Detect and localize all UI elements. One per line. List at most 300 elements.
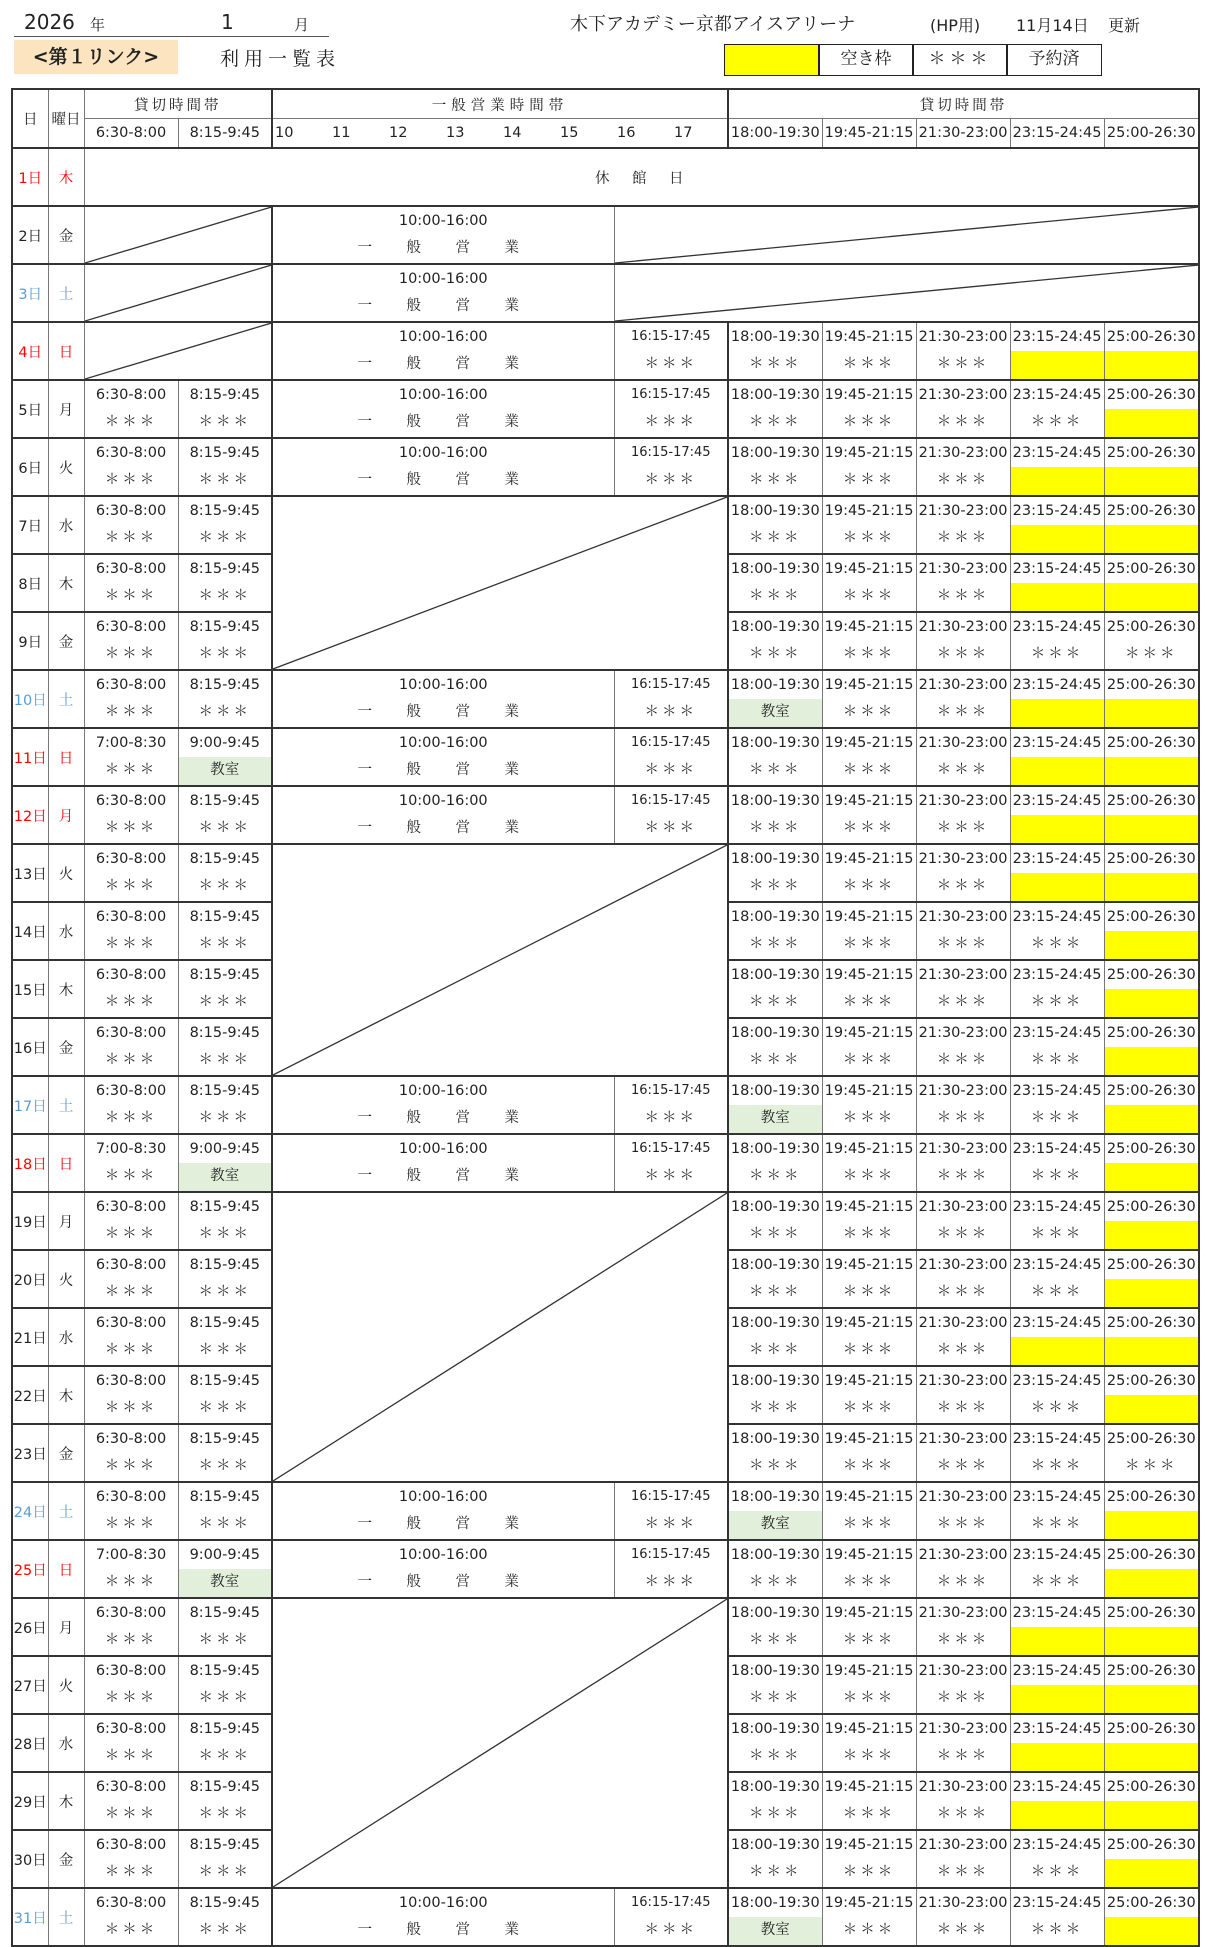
slot-time: 19:45-21:15: [824, 445, 914, 461]
dow-cell: 日: [48, 728, 84, 786]
slot-time: 18:00-19:30: [730, 329, 820, 345]
slot-mark: ＊＊＊: [842, 994, 896, 1010]
slot-mark: ＊＊＊: [104, 1458, 158, 1474]
evening-slot: [1010, 1598, 1104, 1656]
evening-slot: [822, 1366, 916, 1424]
slot-time: 6:30-8:00: [95, 1025, 167, 1041]
evening-slot: [1010, 844, 1104, 902]
morning-unavailable: [84, 264, 272, 322]
day-cell: 1日: [12, 148, 48, 206]
open-slot: [1011, 873, 1104, 901]
slot-mark: ＊＊＊: [749, 936, 802, 952]
slot-time: 19:45-21:15: [824, 1489, 914, 1505]
table-row: [12, 438, 1199, 496]
slot-time: 8:15-9:45: [189, 387, 260, 403]
evening-slot: [916, 438, 1010, 496]
slot-mark: ＊＊＊: [644, 704, 698, 720]
day-cell: 23日: [12, 1424, 48, 1482]
evening-slot: [1010, 1714, 1104, 1772]
slot-time: 23:15-24:45: [1012, 1315, 1102, 1331]
slot-mark: ＊＊＊: [936, 1574, 990, 1590]
header-day: 日: [12, 89, 48, 148]
slot-time: 16:15-17:45: [630, 1083, 711, 1098]
evening-slot: [916, 1366, 1010, 1424]
general-time: 10:00-16:00: [398, 677, 488, 693]
header-dow: 曜日: [48, 89, 84, 148]
slot-time: 18:00-19:30: [730, 1663, 820, 1679]
slot-mark: ＊＊＊: [644, 1168, 698, 1184]
evening-extra-slot: [614, 438, 728, 496]
slot-mark: ＊＊＊: [1030, 646, 1084, 662]
slot-mark: ＊＊＊: [936, 1458, 990, 1474]
morning-slot: [84, 1424, 178, 1482]
slot-time: 6:30-8:00: [95, 1199, 167, 1215]
morning-slot: [84, 1598, 178, 1656]
slot-mark: ＊＊＊: [1030, 936, 1084, 952]
slot-mark: ＊＊＊: [104, 1748, 158, 1764]
slot-time: 25:00-26:30: [1106, 851, 1196, 867]
slot-time: 8:15-9:45: [189, 503, 260, 519]
evening-slot: [1104, 844, 1199, 902]
general-session: [272, 670, 614, 728]
hour-tick: 17: [674, 125, 693, 141]
morning-slot: [178, 438, 272, 496]
general-label: 一 般 営 業: [357, 704, 529, 720]
open-slot: [1011, 1743, 1104, 1771]
evening-slot: [1104, 1888, 1199, 1946]
slot-mark: ＊＊＊: [198, 1284, 251, 1300]
slot-mark: ＊＊＊: [644, 762, 698, 778]
evening-slot: [822, 960, 916, 1018]
slot-mark: 教室: [729, 1105, 822, 1133]
slot-time: 25:00-26:30: [1106, 445, 1196, 461]
morning-slot: [178, 1772, 272, 1830]
slot-mark: ＊＊＊: [104, 1516, 158, 1532]
day-cell: 4日: [12, 322, 48, 380]
evening-slot: [1010, 438, 1104, 496]
general-time: 10:00-16:00: [398, 329, 488, 345]
slot-time: 18:00-19:30: [730, 1431, 820, 1447]
slot-time: 19:45-21:15: [824, 1373, 914, 1389]
slot-time: 23:15-24:45: [1012, 503, 1102, 519]
slot-mark: ＊＊＊: [104, 994, 158, 1010]
slot-time: 25:00-26:30: [1106, 909, 1196, 925]
slot-time: 8:15-9:45: [189, 1779, 260, 1795]
slot-mark: ＊＊＊: [842, 936, 896, 952]
evening-slot: [728, 1714, 822, 1772]
slot-mark: 教室: [729, 699, 822, 727]
dow-cell: 金: [48, 1018, 84, 1076]
table-row: [12, 728, 1199, 786]
morning-slot: [178, 1714, 272, 1772]
diagonal-line: [273, 1599, 727, 1887]
slot-mark: ＊＊＊: [936, 1400, 990, 1416]
slot-mark: ＊＊＊: [749, 414, 802, 430]
morning-slot: [178, 612, 272, 670]
dow-cell: 土: [48, 1076, 84, 1134]
general-label: 一 般 営 業: [357, 414, 529, 430]
hour-tick: 14: [503, 125, 522, 141]
slot-mark: ＊＊＊: [936, 1168, 990, 1184]
slot-mark: ＊＊＊: [749, 878, 802, 894]
evening-slot: [1104, 1192, 1199, 1250]
slot-mark: ＊＊＊: [842, 588, 896, 604]
open-slot: [1105, 1105, 1199, 1133]
month-unit: 月: [294, 16, 310, 34]
day-cell: 28日: [12, 1714, 48, 1772]
morning-slot: [178, 1888, 272, 1946]
dow-cell: 木: [48, 960, 84, 1018]
slot-mark: ＊＊＊: [198, 878, 251, 894]
header-morning-slot: 8:15-9:45: [178, 119, 272, 149]
general-session: [272, 264, 614, 322]
legend-reserved: 予約済: [1006, 44, 1102, 76]
evening-slot: [728, 902, 822, 960]
slot-mark: ＊＊＊: [104, 646, 158, 662]
slot-time: 16:15-17:45: [630, 387, 711, 402]
morning-slot: [178, 728, 272, 786]
evening-unavailable: [614, 264, 1199, 322]
slot-mark: ＊＊＊: [936, 994, 990, 1010]
slot-time: 18:00-19:30: [730, 851, 820, 867]
slot-mark: ＊＊＊: [842, 1632, 896, 1648]
dow-cell: 日: [48, 1540, 84, 1598]
slot-time: 25:00-26:30: [1106, 1025, 1196, 1041]
general-label: 一 般 営 業: [357, 356, 529, 372]
slot-time: 23:15-24:45: [1012, 1373, 1102, 1389]
header-morning-slot: 6:30-8:00: [84, 119, 178, 149]
evening-slot: [822, 1772, 916, 1830]
evening-extra-slot: [614, 322, 728, 380]
slot-mark: ＊＊＊: [198, 530, 251, 546]
slot-mark: ＊＊＊: [842, 356, 896, 372]
evening-slot: [728, 728, 822, 786]
slot-mark: ＊＊＊: [644, 1574, 698, 1590]
evening-slot: [728, 1656, 822, 1714]
slot-time: 18:00-19:30: [730, 1315, 820, 1331]
slot-time: 25:00-26:30: [1106, 1663, 1196, 1679]
evening-slot: [1010, 728, 1104, 786]
slot-mark: ＊＊＊: [1030, 414, 1084, 430]
slot-mark: ＊＊＊: [842, 1516, 896, 1532]
evening-slot: [1104, 1482, 1199, 1540]
slot-time: 18:00-19:30: [730, 967, 820, 983]
evening-slot: [916, 1656, 1010, 1714]
slot-time: 6:30-8:00: [95, 851, 167, 867]
slot-mark: ＊＊＊: [104, 936, 158, 952]
slot-mark: ＊＊＊: [198, 1632, 251, 1648]
slot-time: 21:30-23:00: [918, 1083, 1008, 1099]
slot-time: 19:45-21:15: [824, 1663, 914, 1679]
open-slot: [1011, 351, 1104, 379]
open-slot: [1011, 583, 1104, 611]
morning-slot: [84, 1018, 178, 1076]
slot-time: 23:15-24:45: [1012, 735, 1102, 751]
slot-mark: ＊＊＊: [198, 1806, 251, 1822]
evening-slot: [1010, 1250, 1104, 1308]
evening-slot: [1010, 322, 1104, 380]
slot-mark: ＊＊＊: [198, 1516, 251, 1532]
dow-cell: 火: [48, 1656, 84, 1714]
slot-mark: ＊＊＊: [842, 1574, 896, 1590]
slot-time: 18:00-19:30: [730, 909, 820, 925]
slot-time: 19:45-21:15: [824, 1257, 914, 1273]
slot-time: 16:15-17:45: [630, 735, 711, 750]
evening-slot: [728, 786, 822, 844]
slot-mark: ＊＊＊: [104, 1052, 158, 1068]
slot-mark: ＊＊＊: [749, 1574, 802, 1590]
slot-time: 6:30-8:00: [95, 1083, 167, 1099]
slot-time: 23:15-24:45: [1012, 1837, 1102, 1853]
slot-mark: ＊＊＊: [644, 1516, 698, 1532]
open-slot: [1105, 989, 1199, 1017]
slot-time: 19:45-21:15: [824, 909, 914, 925]
slot-time: 7:00-8:30: [95, 1141, 167, 1157]
evening-slot: [728, 1540, 822, 1598]
evening-slot: [1010, 902, 1104, 960]
slot-time: 21:30-23:00: [918, 1025, 1008, 1041]
slot-time: 19:45-21:15: [824, 561, 914, 577]
slot-time: 25:00-26:30: [1106, 1199, 1196, 1215]
slot-time: 23:15-24:45: [1012, 1605, 1102, 1621]
open-slot: [1105, 815, 1199, 843]
slot-time: 25:00-26:30: [1106, 1431, 1196, 1447]
dow-cell: 木: [48, 1772, 84, 1830]
slot-mark: ＊＊＊: [749, 1168, 802, 1184]
slot-mark: ＊＊＊: [198, 1690, 251, 1706]
slot-time: 16:15-17:45: [630, 445, 711, 460]
slot-time: 6:30-8:00: [95, 1489, 167, 1505]
legend-open-swatch: [724, 44, 820, 76]
slot-mark: ＊＊＊: [644, 414, 698, 430]
open-slot: [1105, 1395, 1199, 1423]
slot-time: 18:00-19:30: [730, 1489, 820, 1505]
slot-time: 19:45-21:15: [824, 1837, 914, 1853]
evening-slot: [1104, 1366, 1199, 1424]
slot-mark: ＊＊＊: [198, 1922, 251, 1938]
slot-time: 23:15-24:45: [1012, 967, 1102, 983]
morning-unavailable: [84, 322, 272, 380]
slot-mark: ＊＊＊: [749, 762, 802, 778]
slot-time: 18:00-19:30: [730, 1083, 820, 1099]
slot-time: 16:15-17:45: [630, 1141, 711, 1156]
day-cell: 27日: [12, 1656, 48, 1714]
evening-slot: [916, 902, 1010, 960]
slot-mark: 教室: [729, 1917, 822, 1945]
slot-mark: ＊＊＊: [198, 704, 251, 720]
evening-extra-slot: [614, 1076, 728, 1134]
open-slot: [1105, 1221, 1199, 1249]
slot-time: 18:00-19:30: [730, 1373, 820, 1389]
open-slot: [1011, 1685, 1104, 1713]
dow-cell: 火: [48, 844, 84, 902]
evening-slot: [728, 1598, 822, 1656]
updated-label: 更新: [1108, 16, 1141, 35]
diagonal-line: [85, 207, 272, 263]
slot-time: 19:45-21:15: [824, 387, 914, 403]
slot-time: 6:30-8:00: [95, 1257, 167, 1273]
slot-mark: ＊＊＊: [936, 1806, 990, 1822]
slot-time: 21:30-23:00: [918, 1895, 1008, 1911]
slot-mark: ＊＊＊: [749, 1226, 802, 1242]
slot-time: 21:30-23:00: [918, 1373, 1008, 1389]
slot-time: 19:45-21:15: [824, 619, 914, 635]
slot-time: 23:15-24:45: [1012, 387, 1102, 403]
evening-slot: [1010, 1018, 1104, 1076]
hour-tick: 10: [275, 125, 294, 141]
slot-time: 21:30-23:00: [918, 793, 1008, 809]
slot-mark: ＊＊＊: [749, 994, 802, 1010]
evening-slot: [728, 380, 822, 438]
diagonal-line: [273, 497, 727, 669]
evening-slot: [1010, 786, 1104, 844]
slot-mark: ＊＊＊: [104, 762, 158, 778]
evening-slot: [1010, 670, 1104, 728]
general-session: [272, 1540, 614, 1598]
slot-mark: ＊＊＊: [936, 646, 990, 662]
page-title: 利用一覧表: [220, 48, 341, 70]
slot-time: 21:30-23:00: [918, 445, 1008, 461]
slot-time: 18:00-19:30: [730, 387, 820, 403]
slot-mark: ＊＊＊: [842, 646, 896, 662]
slot-mark: ＊＊＊: [644, 820, 698, 836]
evening-slot: [1104, 1076, 1199, 1134]
slot-mark: ＊＊＊: [1030, 1226, 1084, 1242]
evening-unavailable: [614, 206, 1199, 264]
slot-mark: ＊＊＊: [749, 1342, 802, 1358]
slot-mark: ＊＊＊: [936, 1052, 990, 1068]
day-cell: 2日: [12, 206, 48, 264]
open-slot: [1011, 699, 1104, 727]
general-label: 一 般 営 業: [357, 298, 529, 314]
slot-time: 8:15-9:45: [189, 1431, 260, 1447]
open-slot: [1105, 525, 1199, 553]
slot-time: 18:00-19:30: [730, 503, 820, 519]
slot-mark: ＊＊＊: [749, 588, 802, 604]
slot-mark: ＊＊＊: [842, 1690, 896, 1706]
slot-mark: ＊＊＊: [104, 1342, 158, 1358]
morning-slot: [84, 1540, 178, 1598]
slot-time: 7:00-8:30: [95, 1547, 167, 1563]
open-slot: [1011, 1337, 1104, 1365]
evening-slot: [916, 554, 1010, 612]
evening-slot: [916, 728, 1010, 786]
day-cell: 17日: [12, 1076, 48, 1134]
morning-slot: [84, 1772, 178, 1830]
evening-slot: [916, 844, 1010, 902]
open-slot: [1105, 1627, 1199, 1655]
general-session: [272, 206, 614, 264]
evening-slot: [822, 1308, 916, 1366]
slot-time: 6:30-8:00: [95, 677, 167, 693]
hour-tick: 12: [389, 125, 408, 141]
slot-mark: ＊＊＊: [936, 414, 990, 430]
general-session: [272, 1134, 614, 1192]
slot-mark: ＊＊＊: [936, 820, 990, 836]
evening-slot: [822, 438, 916, 496]
morning-slot: [84, 1250, 178, 1308]
slot-mark: ＊＊＊: [1030, 994, 1084, 1010]
slot-time: 6:30-8:00: [95, 793, 167, 809]
slot-time: 21:30-23:00: [918, 619, 1008, 635]
evening-slot: [822, 380, 916, 438]
general-label: 一 般 営 業: [357, 472, 529, 488]
evening-slot: [822, 1598, 916, 1656]
slot-mark: ＊＊＊: [198, 1226, 251, 1242]
midday-unavailable: [272, 1598, 728, 1888]
slot-time: 19:45-21:15: [824, 1199, 914, 1215]
slot-mark: ＊＊＊: [1125, 646, 1178, 662]
morning-slot: [84, 1656, 178, 1714]
evening-slot: [916, 1714, 1010, 1772]
evening-slot: [916, 1888, 1010, 1946]
slot-time: 21:30-23:00: [918, 1837, 1008, 1853]
evening-slot: [1104, 554, 1199, 612]
slot-time: 23:15-24:45: [1012, 445, 1102, 461]
slot-time: 8:15-9:45: [189, 793, 260, 809]
slot-mark: ＊＊＊: [936, 878, 990, 894]
open-slot: [1105, 699, 1199, 727]
evening-slot: [916, 1192, 1010, 1250]
dow-cell: 金: [48, 612, 84, 670]
open-slot: [1105, 409, 1199, 437]
table-row: [12, 1192, 1199, 1250]
slot-mark: ＊＊＊: [749, 1052, 802, 1068]
slot-time: 8:15-9:45: [189, 1837, 260, 1853]
header-charter-pm: 貸切時間帯: [728, 89, 1199, 119]
slot-mark: ＊＊＊: [1030, 1864, 1084, 1880]
day-cell: 31日: [12, 1888, 48, 1946]
slot-time: 18:00-19:30: [730, 1837, 820, 1853]
open-slot: [1105, 351, 1199, 379]
slot-time: 21:30-23:00: [918, 1257, 1008, 1273]
general-label: 一 般 営 業: [357, 1168, 529, 1184]
evening-slot: [822, 1424, 916, 1482]
evening-slot: [728, 496, 822, 554]
slot-time: 6:30-8:00: [95, 1431, 167, 1447]
slot-mark: ＊＊＊: [749, 646, 802, 662]
evening-slot: [728, 612, 822, 670]
evening-slot: [822, 844, 916, 902]
table-row: [12, 786, 1199, 844]
slot-mark: ＊＊＊: [104, 1632, 158, 1648]
slot-time: 25:00-26:30: [1106, 1373, 1196, 1389]
morning-slot: [178, 1250, 272, 1308]
slot-mark: ＊＊＊: [936, 472, 990, 488]
dow-cell: 月: [48, 1192, 84, 1250]
slot-mark: ＊＊＊: [749, 1806, 802, 1822]
slot-time: 23:15-24:45: [1012, 793, 1102, 809]
slot-mark: ＊＊＊: [104, 878, 158, 894]
slot-mark: ＊＊＊: [104, 1690, 158, 1706]
slot-time: 21:30-23:00: [918, 967, 1008, 983]
slot-mark: ＊＊＊: [842, 878, 896, 894]
dow-cell: 日: [48, 322, 84, 380]
general-time: 10:00-16:00: [398, 1141, 488, 1157]
open-slot: [1105, 1801, 1199, 1829]
morning-slot: [84, 1714, 178, 1772]
slot-time: 21:30-23:00: [918, 1547, 1008, 1563]
morning-slot: [178, 960, 272, 1018]
header-evening-slot: 21:30-23:00: [916, 119, 1010, 149]
open-slot: [1105, 873, 1199, 901]
slot-time: 25:00-26:30: [1106, 619, 1196, 635]
slot-mark: ＊＊＊: [936, 1922, 990, 1938]
dow-cell: 金: [48, 1830, 84, 1888]
slot-time: 8:15-9:45: [189, 1257, 260, 1273]
evening-slot: [728, 1888, 822, 1946]
slot-time: 25:00-26:30: [1106, 967, 1196, 983]
